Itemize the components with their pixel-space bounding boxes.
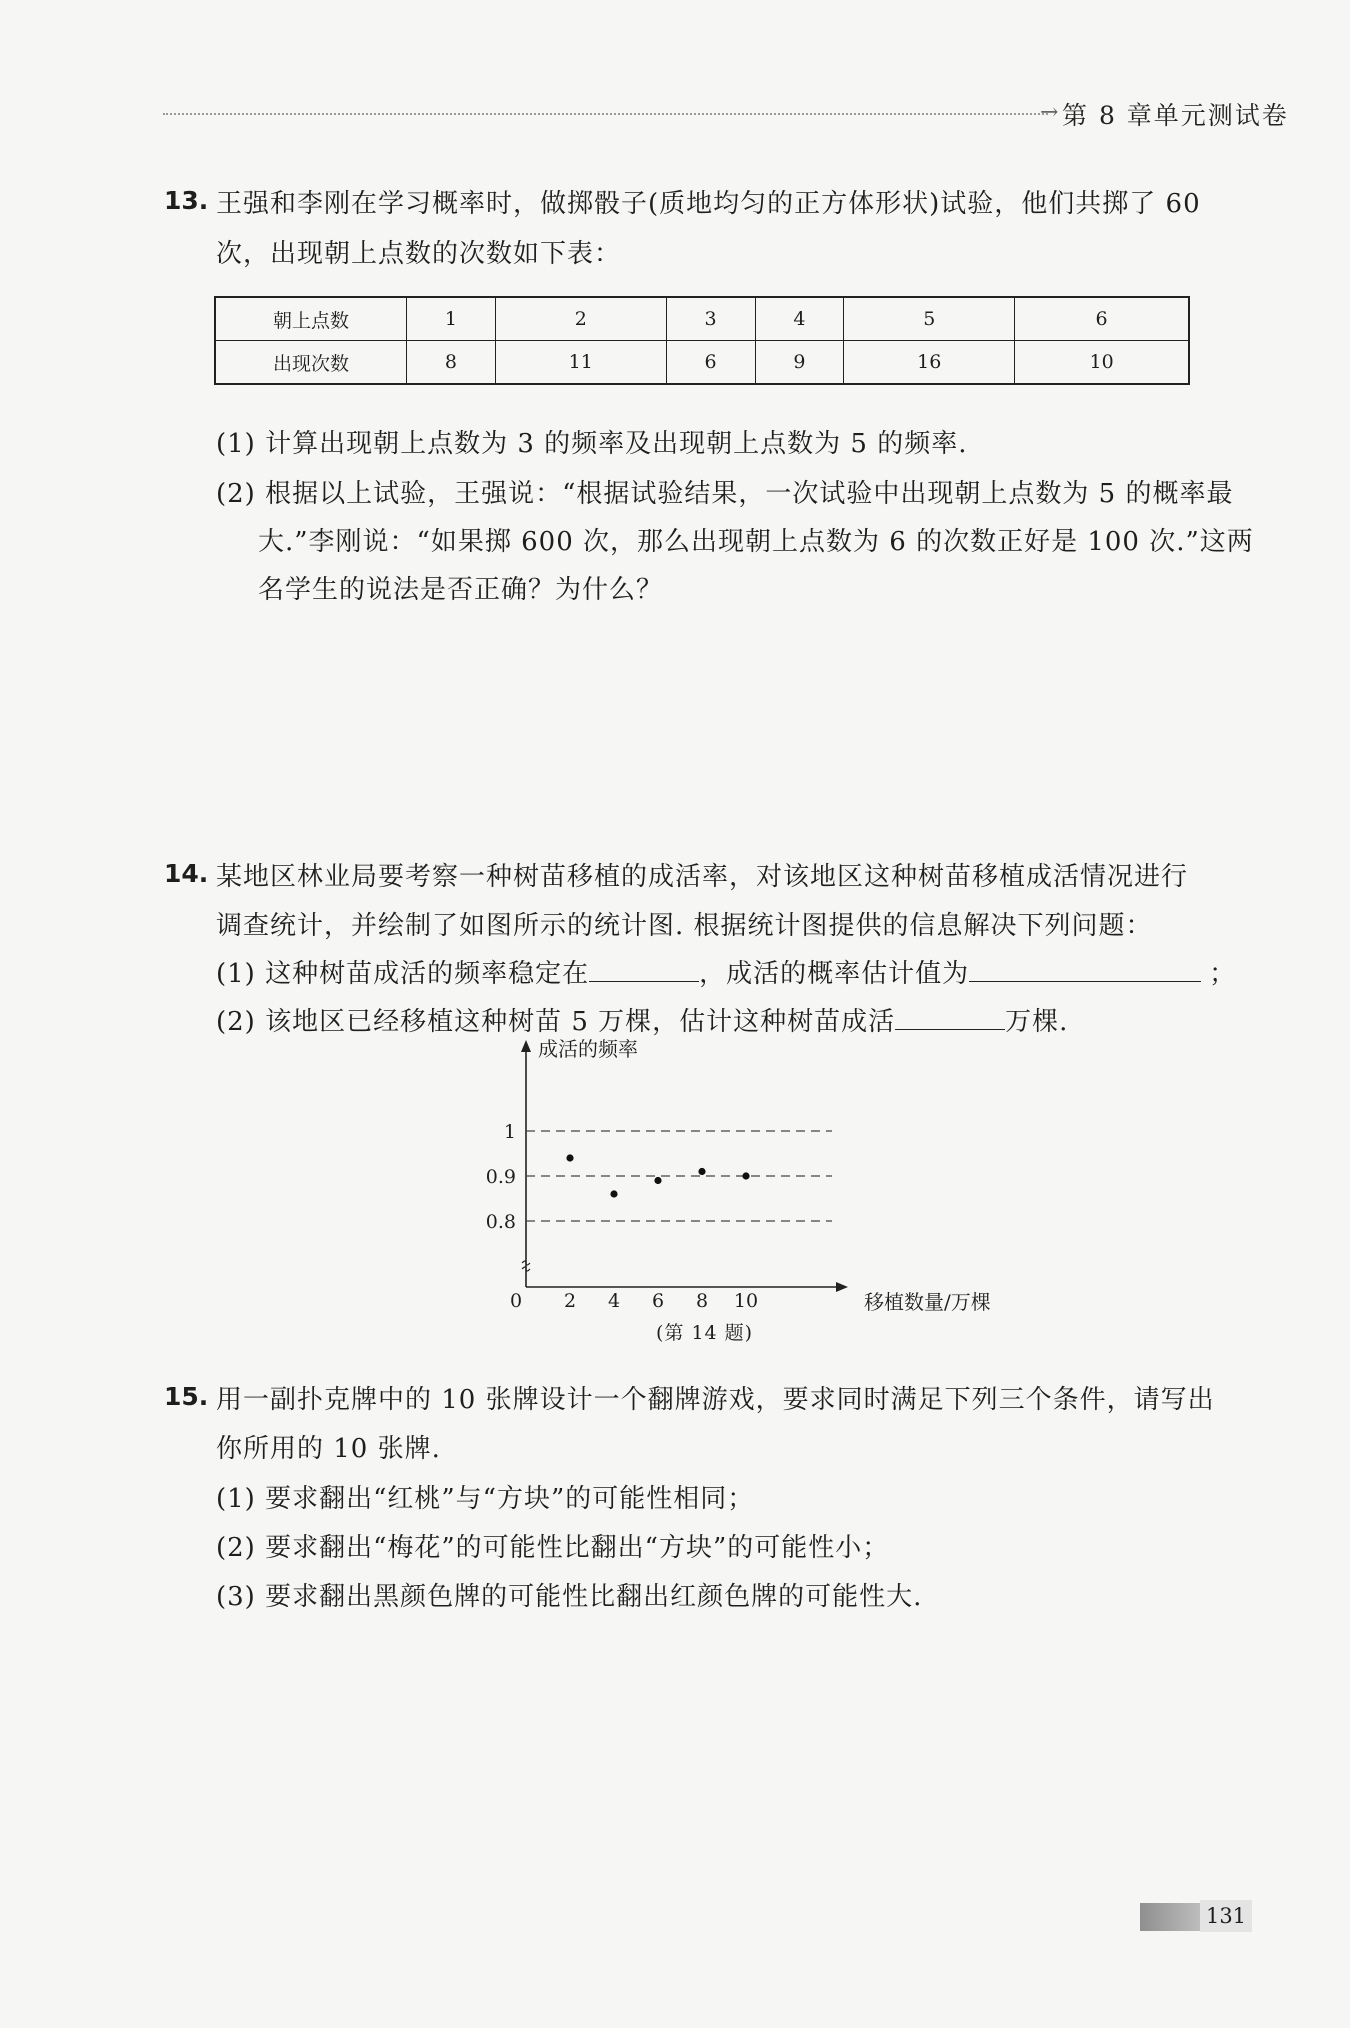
table-cell: 11 [495,341,666,385]
q14-sub2-text-b: 万棵. [1005,1007,1069,1037]
q14-sub1-text-b: ，成活的概率估计值为 [699,959,970,989]
table-cell: 3 [666,297,755,341]
header-arrow-icon: → [1040,100,1059,125]
table-cell: 4 [755,297,844,341]
q13-line1: 王强和李刚在学习概率时，做掷骰子(质地均匀的正方体形状)试验，他们共掷了 60 [216,189,1201,219]
q15-sub3: (3) 要求翻出黑颜色牌的可能性比翻出红颜色牌的可能性大. [216,1582,923,1612]
data-point [610,1190,617,1197]
x-tick-label: 2 [563,1290,577,1312]
x-tick-label: 8 [695,1290,709,1312]
q15-number: 15. [164,1382,209,1411]
data-point [742,1172,749,1179]
q15-line2: 你所用的 10 张牌. [216,1434,441,1464]
x-axis-title: 移植数量/万棵 [864,1290,991,1314]
table-cell: 9 [755,341,844,385]
y-tick-label: 0.8 [485,1211,516,1233]
q14-sub1-text-a: (1) 这种树苗成活的频率稳定在 [216,959,590,989]
y-axis-title: 成活的频率 [538,1037,638,1061]
q13-sub1: (1) 计算出现朝上点数为 3 的频率及出现朝上点数为 5 的频率. [216,429,968,459]
x-tick-label: 10 [733,1290,759,1312]
q13-sub2-line1: (2) 根据以上试验，王强说：“根据试验结果，一次试验中出现朝上点数为 5 的概率最 [216,479,1234,509]
table-cell: 16 [844,341,1015,385]
table-cell: 6 [666,341,755,385]
table-cell: 6 [1015,297,1189,341]
y-axis-arrow-icon [521,1040,531,1052]
q14-sub1-text-c: ； [1209,959,1237,989]
q14-line2: 调查统计，并绘制了如图所示的统计图. 根据统计图提供的信息解决下列问题： [216,911,1153,941]
chapter-title: 第 8 章单元测试卷 [1062,101,1289,130]
table-cell: 2 [495,297,666,341]
q14-number: 14. [164,859,209,888]
table-cell: 10 [1015,341,1189,385]
table-row-header: 出现次数 [215,341,407,385]
q13-number: 13. [164,186,209,215]
table-row-header: 朝上点数 [215,297,407,341]
q14-line1: 某地区林业局要考察一种树苗移植的成活率，对该地区这种树苗移植成活情况进行 [216,862,1189,892]
x-tick-label: 0 [509,1290,523,1312]
page-number: 131 [1200,1900,1252,1932]
chart-caption: (第 14 题) [656,1322,754,1344]
x-tick-label: 6 [651,1290,665,1312]
q14-sub2-text-a: (2) 该地区已经移植这种树苗 5 万棵，估计这种树苗成活 [216,1007,896,1037]
q13-sub2-line3: 名学生的说法是否正确？为什么？ [258,575,664,605]
q15-line1: 用一副扑克牌中的 10 张牌设计一个翻牌游戏，要求同时满足下列三个条件，请写出 [216,1385,1215,1415]
y-tick-label: 0.9 [485,1166,516,1188]
q15-sub1: (1) 要求翻出“红桃”与“方块”的可能性相同； [216,1484,755,1514]
table-cell: 1 [407,297,496,341]
page-number-bar [1140,1903,1200,1931]
q13-line2: 次，出现朝上点数的次数如下表： [216,239,622,269]
x-axis-arrow-icon [836,1282,848,1292]
x-tick-label: 4 [607,1290,621,1312]
data-point [698,1168,705,1175]
table-cell: 8 [407,341,496,385]
data-point [654,1177,661,1184]
table-cell: 5 [844,297,1015,341]
q15-sub2: (2) 要求翻出“梅花”的可能性比翻出“方块”的可能性小； [216,1533,890,1563]
q13-sub2-line2: 大.”李刚说：“如果掷 600 次，那么出现朝上点数为 6 的次数正好是 100 次.”这两 [258,527,1254,557]
data-point [566,1154,573,1161]
y-tick-label: 1 [503,1121,516,1143]
